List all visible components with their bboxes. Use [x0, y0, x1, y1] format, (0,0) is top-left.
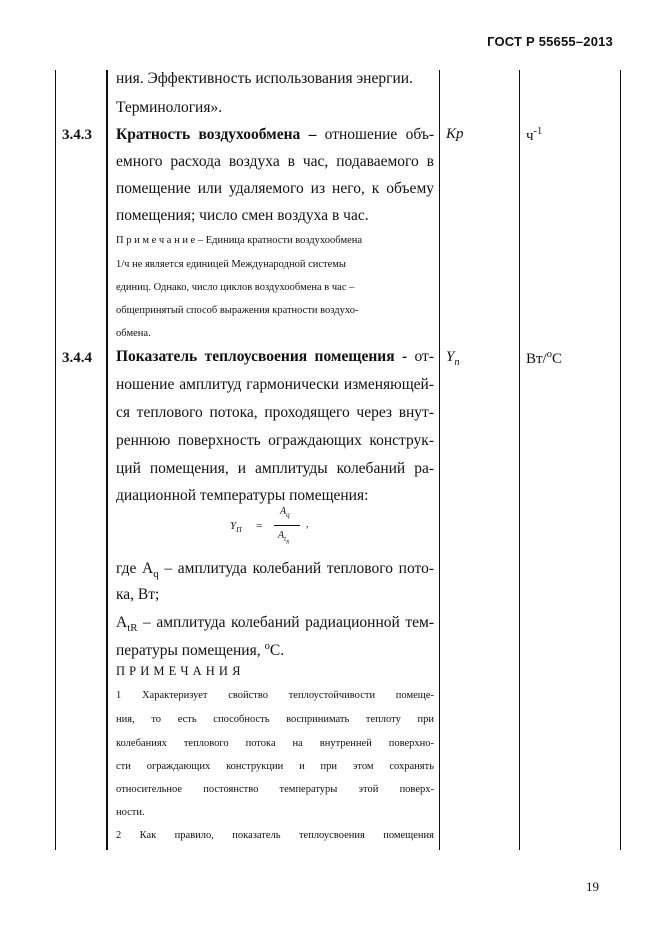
term-symbol: Кр: [446, 126, 464, 142]
unit-base: Вт/: [526, 351, 547, 367]
heat-absorption-formula: [230, 506, 320, 550]
entry-number: 3.4.3: [62, 127, 92, 143]
symbol-base: Y: [446, 349, 455, 365]
definition-line: емного расхода воздуха в час, подаваемого в: [116, 153, 434, 170]
formula-comma: ,: [306, 519, 309, 530]
continued-text-line: Терминология».: [116, 99, 223, 116]
unit-exponent: -1: [533, 126, 543, 137]
note-line: относительное постоянство температуры этой поверх-: [116, 784, 434, 795]
table-column-divider-3: [519, 70, 520, 850]
formula-where-line: ка, Вт;: [116, 586, 160, 603]
document-standard-header: ГОСТ Р 55655–2013: [487, 34, 613, 49]
term-name: Кратность воздухообмена –: [116, 126, 317, 143]
note-text: – Единица кратности воздухообмена: [195, 235, 363, 246]
formula-numerator: $A_q$: [280, 506, 290, 519]
term-name: Показатель теплоусвоения помещения -: [116, 348, 408, 365]
definition-line: ношение амплитуд гармонически изменяющей-: [116, 376, 434, 393]
entry-number: 3.4.4: [62, 350, 92, 366]
unit-tail: С: [551, 351, 562, 367]
definition-line: помещения; число смен воздуха в час.: [116, 207, 369, 224]
formula-where-line: где $A_q$ – амплитуда колебаний теплового пото-: [116, 560, 435, 581]
formula-denominator: $A_{t_R}$: [278, 530, 290, 546]
formula-fraction-bar: [274, 525, 300, 526]
formula-equals: =: [256, 520, 263, 532]
note-line: единиц. Однако, число циклов воздухообмена в час –: [116, 282, 355, 293]
unit-degree: о: [546, 349, 552, 360]
term-definition-line: [116, 126, 434, 144]
formula-where-line: пературы помещения, $^о$С.: [116, 640, 285, 660]
definition-line: реннюю поверхность ограждающих конструк-: [116, 432, 434, 449]
term-unit: [526, 349, 562, 368]
page-number: 19: [586, 879, 599, 894]
notes-heading: П Р И М Е Ч А Н И Я: [116, 664, 241, 678]
definition-text: отношение объ-: [324, 126, 435, 143]
table-column-divider-1: [106, 70, 108, 850]
definition-line: диационной температуры помещения:: [116, 487, 369, 504]
formula-where-line: $A_{tR}$ – амплитуда колебаний радиационной тем-: [116, 614, 434, 635]
note-line: сти ограждающих конструкции и при этом сохранять: [116, 761, 434, 772]
note-label: П р и м е ч а н и е: [116, 235, 196, 246]
definition-line: ций помещения, и амплитуды колебаний ра-: [116, 460, 434, 477]
note-line: ния, то есть способность воспринимать теплоту при: [116, 714, 434, 725]
note-line: 1/ч не является единицей Международной системы: [116, 259, 346, 270]
continued-text-line: ния. Эффективность использования энергии.: [116, 70, 413, 87]
table-column-divider-2: [439, 70, 440, 850]
symbol-subscript: п: [454, 357, 460, 368]
formula-lhs: $Y_П$: [230, 520, 242, 535]
term-unit: [526, 126, 542, 145]
note-line: 2 Как правило, показатель теплоусвоения помещения: [116, 830, 434, 841]
table-right-border: [620, 70, 621, 850]
note-line: [116, 235, 434, 246]
definition-line: помещение или удаляемого из него, к объему: [116, 180, 434, 197]
definition-text: от-: [414, 348, 434, 365]
term-symbol: [446, 349, 460, 368]
note-line: обмена.: [116, 328, 151, 339]
table-left-border: [55, 70, 56, 850]
term-definition-line: [116, 348, 434, 366]
note-line: общепринятый способ выражения кратности воздухо-: [116, 305, 359, 316]
definition-line: ся теплового потока, проходящего через внут-: [116, 404, 434, 421]
note-line: колебаниях теплового потока на внутренней поверхно-: [116, 738, 434, 749]
note-line: ности.: [116, 807, 145, 818]
unit-base: ч: [526, 128, 534, 144]
note-line: 1 Характеризует свойство теплоустойчивости помеще-: [116, 690, 434, 701]
